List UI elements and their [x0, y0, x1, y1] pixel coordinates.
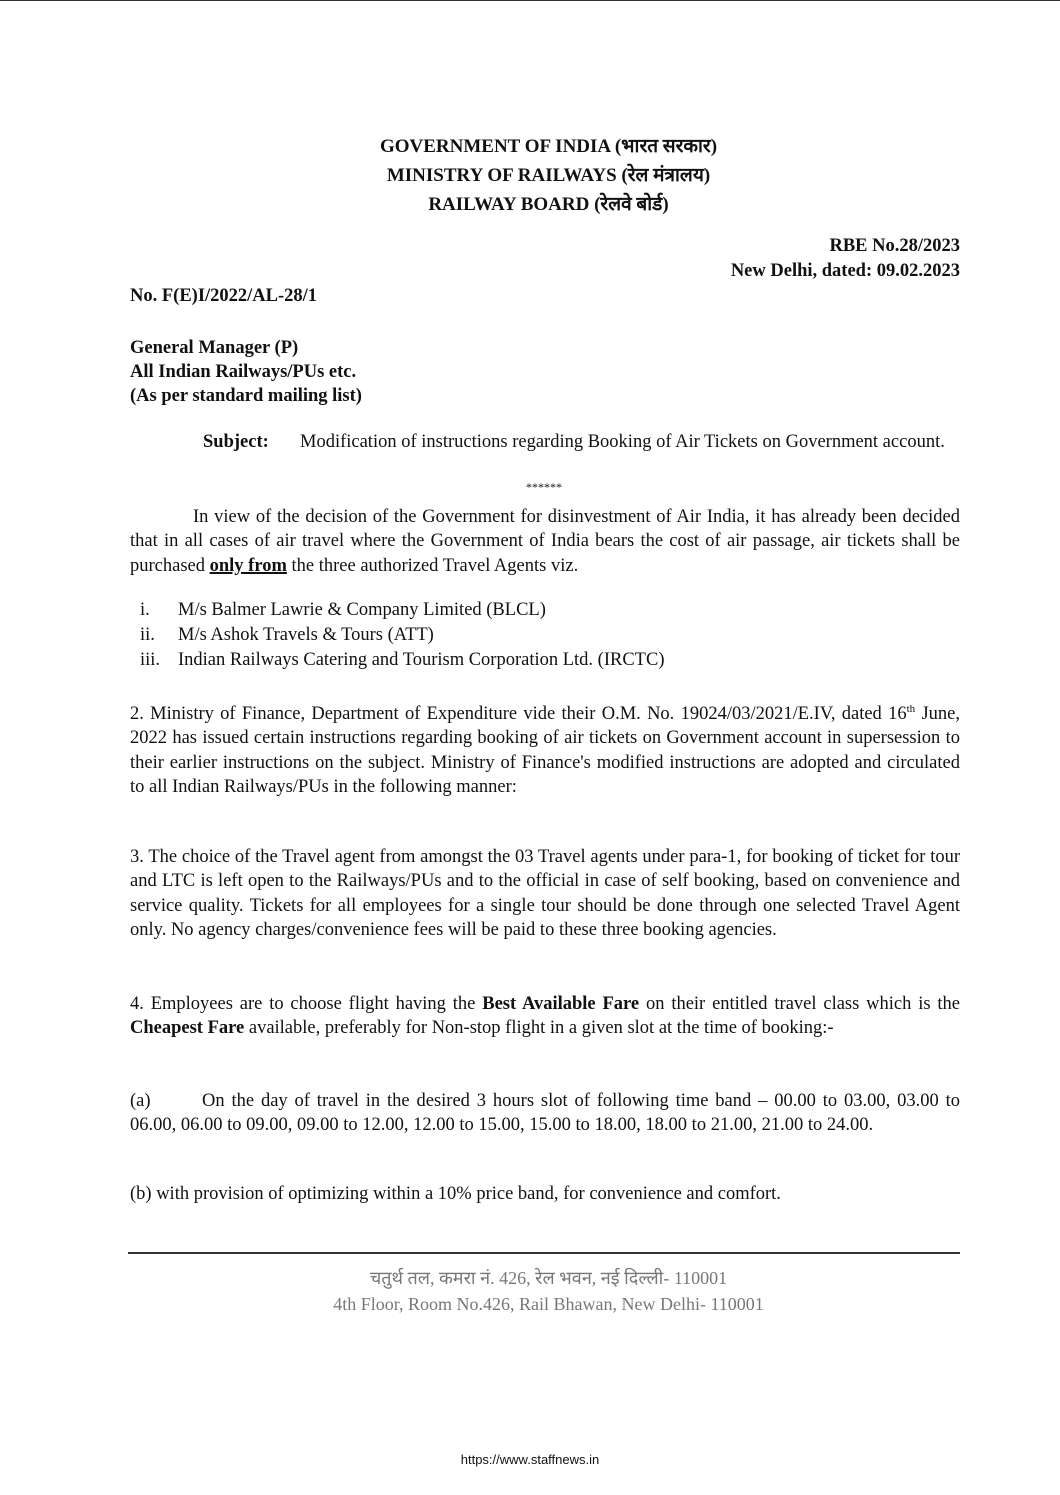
subject-block: [203, 432, 960, 453]
list-text: M/s Balmer Lawrie & Company Limited (BLCL): [178, 600, 546, 620]
header-government: GOVERNMENT OF INDIA (भारत सरकार): [379, 136, 718, 157]
paragraph-b: (b) with provision of optimizing within a 10% price band, for convenience and comfort.: [130, 1184, 781, 1204]
para-a-label: (a): [130, 1091, 151, 1111]
para2-text-end: June, 2022 has issued certain instructions regarding booking of air tickets on Government account in supersession to their earlier instructions on the subject. Ministry of Finance's modified instructions are adopted and circulated to all Indian Railways/PUs in the following manner:: [130, 704, 960, 798]
page-top-border: [0, 0, 1060, 1]
paragraph-3: 3. The choice of the Travel agent from amongst the 03 Travel agents under para-1, for booking of ticket for tour and LTC is left open to the Railways/PUs and to the official in case of self booking, based on convenience and service quality. Tickets for all employees for a single tour should be done through one selected Travel Agent only. No agency charges/convenience fees will be paid to these three booking agencies.: [130, 847, 960, 940]
footer-divider: [128, 1252, 960, 1254]
addressee-line: (As per standard mailing list): [130, 386, 362, 406]
file-number: No. F(E)I/2022/AL-28/1: [130, 286, 318, 306]
paragraph-1: [130, 505, 960, 578]
list-number: ii.: [140, 625, 155, 645]
para2-text: 2. Ministry of Finance, Department of Expenditure vide their O.M. No. 19024/03/2021/E.IV, dated 16: [130, 704, 907, 725]
footer-address-english: 4th Floor, Room No.426, Rail Bhawan, New Delhi- 110001: [333, 1294, 764, 1314]
paragraph-a: [130, 1089, 960, 1138]
para-a-text: On the day of travel in the desired 3 hours slot of following time band – 00.00 to 03.00, 03.00 to 06.00, 06.00 to 09.00, 09.00 to 12.00, 12.00 to 15.00, 15.00 to 18.00, 18.00 to 21.00, 21.00 to 24.00.: [130, 1091, 960, 1136]
para4-text: 4. Employees are to choose flight having the: [130, 994, 483, 1014]
addressee-line: General Manager (P): [130, 338, 299, 358]
para1-text: In view of the decision of the Government for disinvestment of Air India, it has already been decided that in all cases of air travel where the Government of India bears the cost of air passage, air tickets shall be purchased: [130, 507, 960, 576]
cheapest-fare: Cheapest Fare: [130, 1018, 245, 1039]
list-item: [140, 648, 664, 673]
list-item: [140, 598, 664, 623]
para2-superscript: th: [906, 703, 916, 715]
source-url-link[interactable]: https://www.staffnews.in: [460, 1452, 600, 1467]
emphasis-only-from: only from: [209, 555, 287, 576]
header-board: RAILWAY BOARD (रेलवे बोर्ड): [428, 194, 669, 215]
best-available-fare: Best Available Fare: [482, 994, 640, 1014]
addressee-line: All Indian Railways/PUs etc.: [130, 362, 357, 382]
separator-stars: ******: [526, 480, 562, 494]
subject-text: Modification of instructions regarding Booking of Air Tickets on Government account.: [300, 432, 945, 452]
list-number: iii.: [140, 650, 161, 670]
list-text: M/s Ashok Travels & Tours (ATT): [178, 625, 434, 645]
agents-list: [140, 598, 664, 673]
list-item: [140, 623, 664, 648]
addressee-block: [130, 336, 362, 408]
letter-date: New Delhi, dated: 09.02.2023: [730, 261, 960, 281]
list-text: Indian Railways Catering and Tourism Corporation Ltd. (IRCTC): [178, 650, 665, 670]
subject-label: Subject:: [203, 432, 269, 452]
para4-text: on their entitled travel class which is the: [639, 994, 961, 1014]
paragraph-4: [130, 992, 960, 1041]
header-ministry: MINISTRY OF RAILWAYS (रेल मंत्रालय): [386, 165, 711, 186]
para1-text-end: the three authorized Travel Agents viz.: [286, 555, 579, 576]
list-number: i.: [140, 600, 150, 620]
rbe-number: RBE No.28/2023: [829, 236, 960, 256]
paragraph-2: [130, 697, 960, 799]
footer-address-hindi: चतुर्थ तल, कमरा नं. 426, रेल भवन, नई दिल्ली- 110001: [369, 1268, 728, 1288]
para4-text: available, preferably for Non-stop flight in a given slot at the time of booking:-: [244, 1018, 834, 1039]
